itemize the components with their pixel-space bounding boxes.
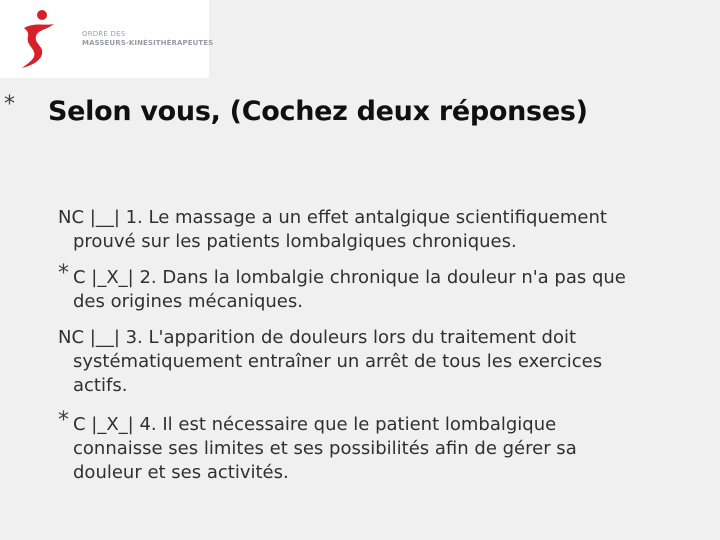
answer-item-1-line-1: NC |__| 1. Le massage a un effet antalgique scientifiquement xyxy=(58,207,607,228)
figure-logo-icon xyxy=(18,8,58,70)
logo-line-2: MASSEURS-KINÉSITHÉRAPEUTES xyxy=(82,39,214,47)
answer-item-3 xyxy=(58,326,678,398)
answer-item-3-line-2: systématiquement entraîner un arrêt de tous les exercices xyxy=(73,351,603,372)
logo-text xyxy=(82,30,213,48)
answer-item-4-line-3: douleur et ses activités. xyxy=(73,462,289,483)
answer-item-1-line-2: prouvé sur les patients lombalgiques chroniques. xyxy=(73,231,517,252)
page-title: Selon vous, (Cochez deux réponses) xyxy=(48,96,588,127)
answer-item-2 xyxy=(58,261,678,314)
answer-item-2-line-2: des origines mécaniques. xyxy=(73,291,303,312)
answer-item-4-line-2: connaisse ses limites et ses possibilités afin de gérer sa xyxy=(73,438,577,459)
title-bullet: * xyxy=(4,92,15,117)
answer-item-3-line-1: NC |__| 3. L'apparition de douleurs lors du traitement doit xyxy=(58,327,577,348)
answer-item-2-bullet: * xyxy=(58,261,69,286)
answer-item-1 xyxy=(58,206,678,254)
logo xyxy=(0,0,214,78)
answer-item-4-bullet: * xyxy=(58,408,69,433)
answer-item-4 xyxy=(58,408,678,485)
answer-item-4-line-1: C |_X_| 4. Il est nécessaire que le patient lombalgique xyxy=(73,414,557,435)
answer-item-3-line-3: actifs. xyxy=(73,375,128,396)
logo-line-1: ORDRE DES xyxy=(82,30,126,38)
answer-item-2-line-1: C |_X_| 2. Dans la lombalgie chronique la douleur n'a pas que xyxy=(73,267,626,288)
